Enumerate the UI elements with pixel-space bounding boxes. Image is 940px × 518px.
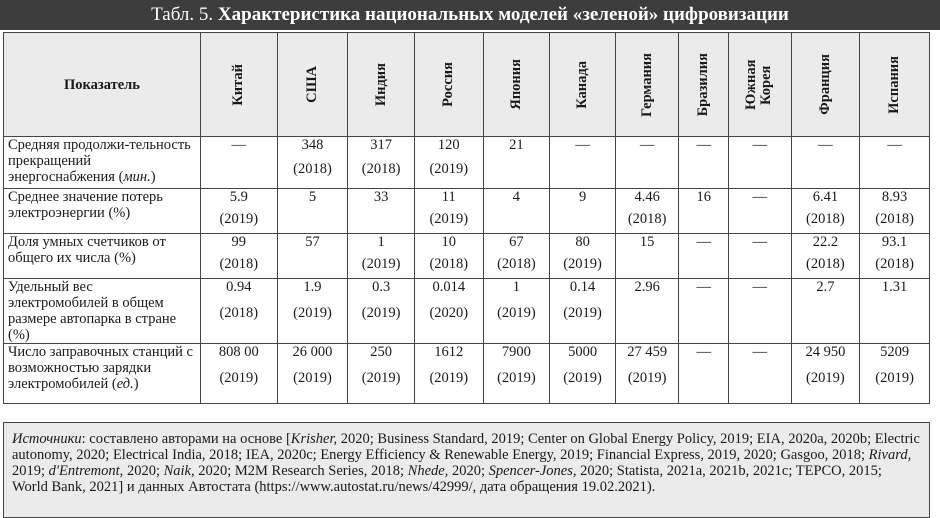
country-label: Китай [230, 63, 247, 106]
cell-value: — [639, 137, 655, 153]
cell-value: — [696, 137, 711, 153]
header-country [200, 33, 277, 137]
country-label: Россия [440, 62, 457, 107]
cell-value: — [696, 279, 711, 295]
cell-value: 0.3 [372, 279, 391, 295]
cell-value: — [696, 234, 711, 250]
country-label: Япония [507, 59, 524, 110]
table-cell [550, 234, 616, 279]
cell-year: (2019) [875, 370, 914, 386]
cell-value: — [752, 279, 767, 295]
table-cell [728, 234, 791, 279]
cell-year: (2020) [429, 305, 469, 321]
cell-value: 16 [696, 189, 711, 205]
table-cell [728, 344, 791, 404]
header-country [679, 33, 728, 137]
cell-value: 22.2 [812, 234, 839, 250]
table-cell [860, 344, 930, 404]
row-label-text: Доля умных счетчиков от общего их числа (%) [8, 234, 166, 266]
row-label-tail: ) [133, 376, 139, 392]
table-title [0, 0, 940, 30]
cell-year: (2018) [361, 161, 401, 177]
cell-value: — [752, 189, 767, 205]
cell-value: — [818, 137, 833, 153]
table-cell [200, 279, 277, 344]
table-cell [414, 279, 483, 344]
table-cell [483, 137, 550, 189]
cell-year: (2018) [875, 211, 914, 227]
cell-value: 1 [377, 234, 385, 250]
cell-value: 8.93 [881, 189, 908, 205]
table-cell [348, 189, 415, 234]
table-cell [550, 344, 616, 404]
cell-year: (2019) [219, 211, 259, 227]
cell-year: (2018) [627, 211, 667, 227]
cell-value: 21 [509, 137, 524, 153]
cell-value: 9 [578, 189, 587, 205]
country-label: Южная Корея [742, 59, 774, 110]
table-cell [679, 279, 728, 344]
table-cell [679, 189, 728, 234]
table-cell [615, 344, 679, 404]
cell-value: 7900 [501, 344, 531, 360]
country-label: США [303, 66, 320, 103]
table-cell [550, 279, 616, 344]
table-cell [414, 189, 483, 234]
table-cell [200, 189, 277, 234]
table-cell [277, 137, 348, 189]
cell-value: 67 [509, 234, 524, 250]
table-cell [277, 189, 348, 234]
cell-value: 0.14 [569, 279, 596, 295]
header-country [728, 33, 791, 137]
data-table [3, 32, 930, 404]
cell-value: 317 [370, 137, 392, 153]
cell-value: 1612 [434, 344, 464, 360]
cell-year: (2018) [429, 256, 469, 272]
table-cell [791, 234, 860, 279]
source-text: 2020; M2M Research Series, 2018; [194, 463, 408, 479]
cell-value: 11 [441, 189, 456, 205]
table-row [4, 189, 930, 234]
cell-year: (2019) [563, 256, 602, 272]
table-cell [483, 189, 550, 234]
table-number: Табл. 5. [151, 4, 214, 25]
table-cell [615, 189, 679, 234]
source-author: Spencer-Jones, [488, 463, 577, 479]
table-row [4, 344, 930, 404]
cell-year: (2019) [627, 370, 667, 386]
table-cell [615, 279, 679, 344]
source-author: Krisher, [290, 431, 338, 447]
table-row [4, 234, 930, 279]
cell-year: (2018) [219, 305, 259, 321]
source-author: Rivard, [868, 447, 912, 463]
cell-value: 10 [441, 234, 457, 250]
header-country [414, 33, 483, 137]
table-cell [200, 137, 277, 189]
cell-year: (2019) [563, 305, 602, 321]
source-text: 2019; [12, 463, 49, 479]
row-label [4, 137, 201, 189]
cell-year: (2019) [429, 161, 469, 177]
sources-label: Источники [12, 431, 82, 447]
header-country [791, 33, 860, 137]
cell-year: (2018) [806, 211, 845, 227]
table-cell [550, 189, 616, 234]
cell-value: — [752, 234, 767, 250]
cell-year: (2019) [361, 256, 401, 272]
cell-value: 6.41 [812, 189, 839, 205]
table-cell [414, 344, 483, 404]
cell-value: 1 [512, 279, 521, 295]
source-author: Nhede, [407, 463, 449, 479]
table-cell [277, 344, 348, 404]
source-text: : составлено авторами на основе [ [81, 431, 291, 447]
row-label-unit: мин. [123, 169, 151, 185]
table-cell [348, 137, 415, 189]
header-country [615, 33, 679, 137]
table-cell [348, 279, 415, 344]
cell-year: (2019) [361, 305, 401, 321]
row-label-text: Средняя продолжи-тельность прекращений энергоснабжения ( [8, 137, 191, 185]
cell-value: 99 [231, 234, 247, 250]
cell-value: 5.9 [229, 189, 248, 205]
row-label-tail: ) [150, 169, 156, 185]
cell-year: (2019) [293, 370, 332, 386]
country-label: Канада [574, 60, 591, 109]
table-cell [483, 279, 550, 344]
cell-value: 4 [512, 189, 521, 205]
cell-value: 5209 [880, 344, 910, 360]
table-cell [200, 344, 277, 404]
row-label-unit: ед. [116, 376, 134, 392]
sources-note [3, 422, 930, 518]
cell-value: 0.94 [226, 279, 252, 295]
source-author: d'Entremont, [48, 463, 124, 479]
table-cell [277, 234, 348, 279]
source-text: 2020; Business Standard, 2019; Center on Global Energy Policy, 2019; EIA, 2020a, 2020b; Electric autonomy, 2020; Electrical India, 2018; IEA, 2020c; Energy Efficiency & Renewable Energy, 2019; Financial Express, 2019, 2020; Gasgoo, 2018; [12, 431, 920, 463]
table-cell [348, 344, 415, 404]
table-cell [679, 234, 728, 279]
source-text: 2020; [123, 463, 164, 479]
country-label: Индия [372, 62, 389, 107]
row-label-text: Среднее значение потерь электроэнергии (%) [8, 189, 163, 221]
cell-year: (2018) [875, 256, 914, 272]
header-country [483, 33, 550, 137]
cell-value: 2.96 [634, 279, 660, 295]
header-country [348, 33, 415, 137]
cell-year: (2019) [563, 370, 602, 386]
cell-year: (2018) [806, 256, 845, 272]
cell-value: 2.7 [816, 279, 835, 295]
table-cell [860, 189, 930, 234]
cell-value: — [575, 137, 590, 153]
cell-year: (2019) [497, 305, 536, 321]
header-country [550, 33, 616, 137]
source-text: 2020; [448, 463, 489, 479]
cell-value: 0.014 [432, 279, 466, 295]
table-cell [791, 344, 860, 404]
table-cell [414, 137, 483, 189]
header-indicator: Показатель [4, 33, 201, 137]
cell-year: (2018) [219, 256, 259, 272]
table-cell [728, 189, 791, 234]
cell-value: 1.9 [303, 279, 322, 295]
table-cell [860, 137, 930, 189]
row-label [4, 279, 201, 344]
table-row [4, 279, 930, 344]
cell-value: — [752, 137, 767, 153]
cell-year: (2019) [806, 370, 845, 386]
cell-value: 27 459 [627, 344, 668, 360]
table-cell [728, 137, 791, 189]
row-label [4, 344, 201, 404]
cell-value: 24 950 [805, 344, 846, 360]
cell-value: — [696, 344, 711, 360]
table-cell [615, 234, 679, 279]
cell-value: 5 [308, 189, 317, 205]
table-cell [860, 279, 930, 344]
table-cell [860, 234, 930, 279]
table-cell [348, 234, 415, 279]
cell-value: 26 000 [292, 344, 333, 360]
cell-value: 250 [370, 344, 392, 360]
cell-value: 4.46 [634, 189, 660, 205]
cell-value: 5000 [568, 344, 598, 360]
cell-value: 348 [301, 137, 324, 153]
cell-value: 80 [575, 234, 590, 250]
cell-year: (2018) [497, 256, 536, 272]
row-label [4, 189, 201, 234]
cell-value: 1.31 [881, 279, 908, 295]
row-label-text: Удельный вес электромобилей в общем размере автопарка в стране (%) [8, 279, 177, 343]
table-cell [615, 137, 679, 189]
cell-value: 808 00 [218, 344, 259, 360]
country-label: Бразилия [695, 52, 712, 117]
header-row [4, 33, 930, 137]
table-cell [679, 344, 728, 404]
country-label: Германия [638, 52, 655, 117]
cell-value: 33 [373, 189, 389, 205]
cell-year: (2019) [429, 370, 469, 386]
cell-value: — [887, 137, 902, 153]
source-text: 2020; Statista, 2021a, 2021b, 2021c; TEPCO, 2015; World Bank, 2021] и данных Автостата (https://www.autostat.ru/news/42999/, дата обращения 19.02.2021). [12, 463, 882, 495]
source-author: Naik, [163, 463, 195, 479]
cell-year: (2019) [361, 370, 401, 386]
table-cell [679, 137, 728, 189]
cell-year: (2019) [219, 370, 259, 386]
cell-value: 57 [305, 234, 320, 250]
cell-value: 120 [437, 137, 460, 153]
table-cell [791, 137, 860, 189]
header-country [277, 33, 348, 137]
table-row [4, 137, 930, 189]
table-cell [483, 344, 550, 404]
table-cell [791, 279, 860, 344]
header-country [860, 33, 930, 137]
table-caption: Характеристика национальных моделей «зеленой» цифровизации [217, 4, 789, 25]
table-cell [550, 137, 616, 189]
cell-year: (2019) [497, 370, 536, 386]
cell-year: (2019) [293, 305, 332, 321]
table-cell [791, 189, 860, 234]
country-label: Франция [816, 54, 833, 115]
cell-value: — [231, 137, 247, 153]
table-cell [277, 279, 348, 344]
table-cell [728, 279, 791, 344]
table-cell [414, 234, 483, 279]
cell-value: 93.1 [881, 234, 908, 250]
cell-value: 15 [639, 234, 655, 250]
table-cell [200, 234, 277, 279]
table-cell [483, 234, 550, 279]
cell-year: (2019) [429, 211, 469, 227]
country-label: Испания [886, 55, 903, 114]
row-label [4, 234, 201, 279]
cell-value: — [752, 344, 767, 360]
cell-year: (2018) [293, 161, 332, 177]
row-label-text: Число заправочных станций с возможностью зарядки электромобилей ( [8, 344, 193, 392]
